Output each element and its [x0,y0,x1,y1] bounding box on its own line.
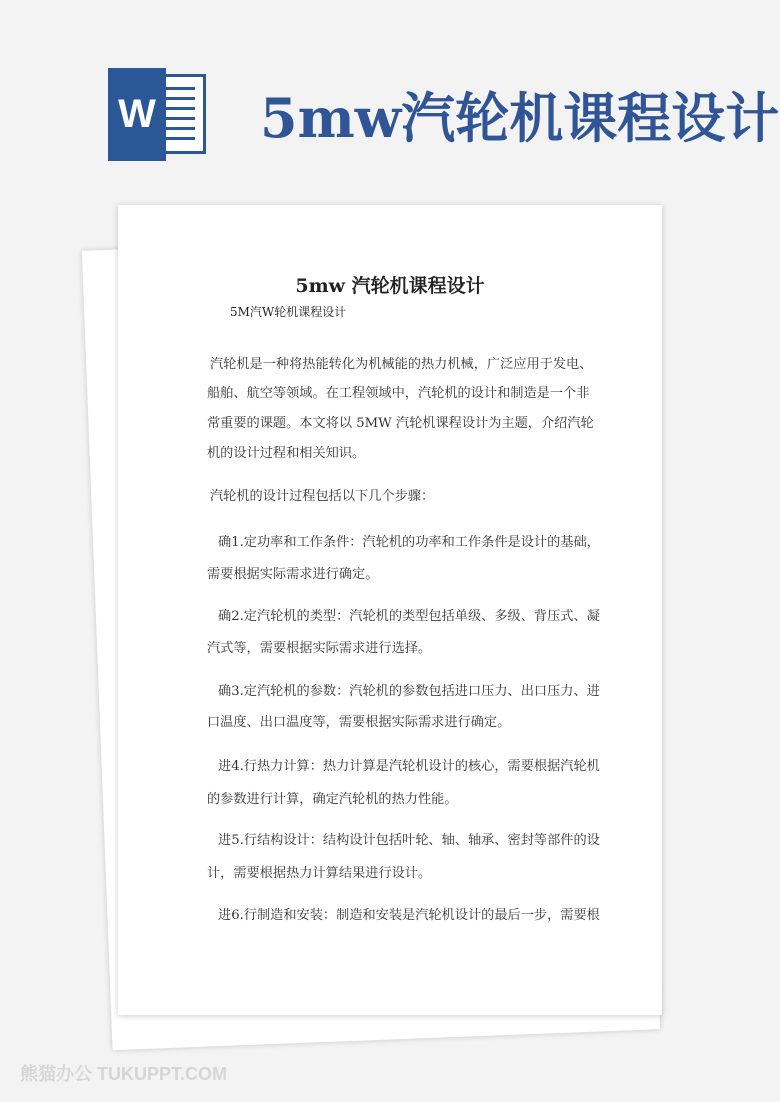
intro-line: 常重要的课题。本文将以 5MW 汽轮机课程设计为主题，介绍汽轮 [207,416,594,431]
step-line-continued: 计，需要根据热力计算结果进行设计。 [207,866,432,881]
step-line-continued: 的参数进行计算，确定汽轮机的热力性能。 [207,792,458,807]
intro-line: 机的设计过程和相关知识。 [207,446,366,461]
step-text: .行制造和安装：制造和安装是汽轮机设计的最后一步，需要根 [239,908,600,923]
word-icon [108,68,208,161]
step-line-continued: 汽式等，需要根据实际需求进行选择。 [207,641,432,656]
step-number: 3 [231,684,240,699]
step-number: 2 [231,609,240,624]
step-char: 确 [218,535,232,550]
step-number: 4 [231,759,240,774]
step-char: 进 [218,908,232,923]
document-title: 5mw 汽轮机课程设计 [295,275,485,297]
step-line [218,531,628,550]
step-char: 进 [218,833,232,848]
step-char: 确 [218,684,232,699]
document-subtitle: 5M汽W轮机课程设计 [230,305,347,319]
watermark: 熊猫办公 TUKUPPT.COM [20,1064,227,1084]
step-text: .定汽轮机的参数：汽轮机的参数包括进口压力、出口压力、进 [239,684,600,699]
step-line [218,680,628,699]
step-number: 5 [231,833,240,848]
step-number: 6 [231,908,240,923]
step-char: 进 [218,759,232,774]
step-line [218,829,628,848]
header-title: 5mw汽轮机课程设计 [260,86,780,150]
step-text: .定汽轮机的类型：汽轮机的类型包括单级、多级、背压式、凝 [239,609,600,624]
step-line [218,605,628,624]
step-line-continued: 需要根据实际需求进行确定。 [207,567,379,582]
intro-line: 汽轮机是一种将热能转化为机械能的热力机械，广泛应用于发电、 [210,357,593,372]
document-page [118,205,662,1015]
step-text: .行结构设计：结构设计包括叶轮、轴、轴承、密封等部件的设 [239,833,600,848]
step-text: .行热力计算：热力计算是汽轮机设计的核心，需要根据汽轮机 [239,759,600,774]
word-badge: W [108,68,166,161]
steps-intro: 汽轮机的设计过程包括以下几个步骤： [210,489,435,504]
step-line [218,904,628,923]
step-number: 1 [231,535,240,550]
step-line [218,755,628,774]
intro-line: 船舶、航空等领域。在工程领域中，汽轮机的设计和制造是一个非 [207,386,590,401]
step-char: 确 [218,609,232,624]
step-text: .定功率和工作条件：汽轮机的功率和工作条件是设计的基础， [239,535,600,550]
step-line-continued: 口温度、出口温度等，需要根据实际需求进行确定。 [207,715,511,730]
